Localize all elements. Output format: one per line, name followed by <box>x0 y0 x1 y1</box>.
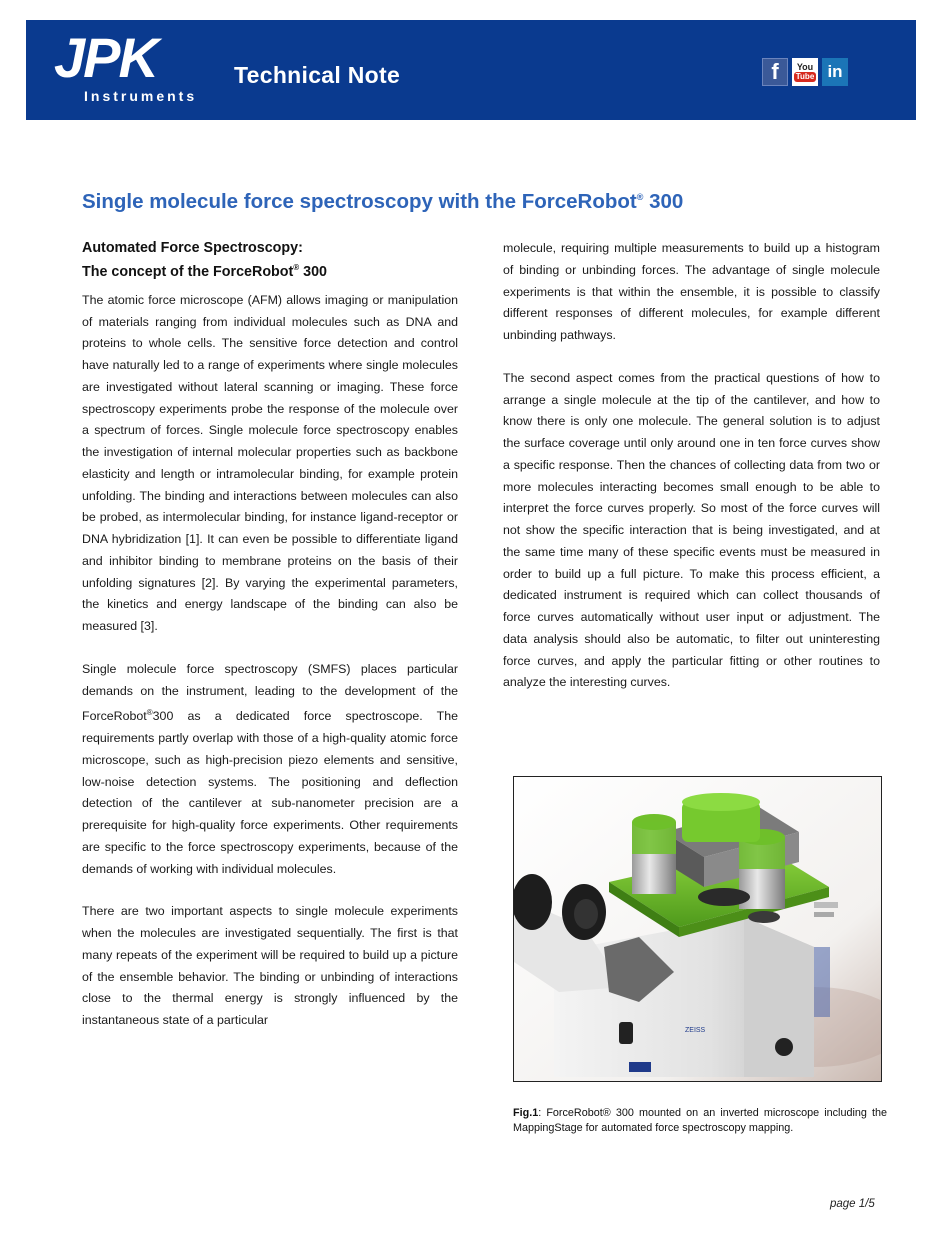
facebook-icon[interactable] <box>762 58 788 86</box>
facebook-label: f <box>771 59 779 84</box>
left-paragraph-1: The atomic force microscope (AFM) allows imaging or manipulation of materials ranging from individual molecules such as DNA and proteins to whole cells. The sensitive force detection and control have naturally led to a range of experiments where single molecules are investigated without lateral scanning or imaging. These force spectroscopy experiments probe the response of the molecule over a spectrum of forces. Single molecule force spectroscopy enables the investigation of internal molecular properties such as backbone elasticity and length or intramolecular binding, for example protein unfolding. The binding and interactions between molecules can also be probed, as intermolecular binding, for instance ligand-receptor or DNA hybridization [1]. It can even be possible to differentiate ligand and inhibitor binding to membrane proteins on the basis of their unfolding signatures [2]. By varying the experimental parameters, the kinetics and energy landscape of the binding can also be measured [3]. <box>82 292 458 634</box>
left-paragraph-2-a: Single molecule force spectroscopy (SMFS) places particular demands on the instrument, leading to the development of the ForceRobot <box>82 661 458 724</box>
logo-subtext: Instruments <box>84 88 198 104</box>
figure-caption-label: Fig.1 <box>513 1107 539 1119</box>
header-band <box>26 20 916 120</box>
document-title-reg: ® <box>636 192 644 203</box>
linkedin-label: in <box>827 62 843 81</box>
document-title-suffix: 300 <box>643 190 684 213</box>
page-number: page 1/5 <box>830 1198 875 1210</box>
document-title-text: Single molecule force spectroscopy with the ForceRobot <box>82 190 637 213</box>
logo-wordmark: JPK <box>54 26 157 89</box>
left-paragraph-2 <box>82 659 458 881</box>
figure-caption-text: : ForceRobot® 300 mounted on an inverted microscope including the MappingStage for automated force spectroscopy mapping. <box>513 1107 887 1134</box>
social-links <box>762 58 848 86</box>
document-title <box>82 190 683 214</box>
youtube-icon[interactable] <box>792 58 818 86</box>
right-paragraph-1: molecule, requiring multiple measurements to build up a histogram of binding or unbinding forces. The advantage of single molecule experiments is that within the ensemble, it is possible to classify different responses of different molecules, for example different unbinding pathways. <box>503 241 880 342</box>
linkedin-icon[interactable] <box>822 58 848 86</box>
heading-line-1: Automated Force Spectroscopy: <box>82 240 303 256</box>
figure-caption <box>513 1106 887 1136</box>
left-paragraph-2-reg: ® <box>146 708 153 718</box>
figure-forcerobot-photo <box>513 776 882 1082</box>
header-title: Technical Note <box>234 62 401 88</box>
right-paragraph-2: The second aspect comes from the practical questions of how to arrange a single molecule at the tip of the cantilever, and how to know there is only one molecule. The general solution is to adjust the surface coverage until only around one in ten force curves show a specific response. Then the chances of collecting data from two or more molecules interacting becomes small enough to be able to interpret the force curves properly. So most of the force curves will not show the specific interaction that is being investigated, and at the same time many of these specific events must be measured in order to build up a full picture. To make this process efficient, a dedicated instrument is required which can collect thousands of force curves automatically without user input or adjustment. The data analysis should also be automatic, to filter out uninteresting force curves, and apply the particular fitting or other routines to analyze the interesting curves. <box>503 370 880 690</box>
heading-line-2-prefix: The concept of the ForceRobot <box>82 263 294 280</box>
youtube-label-bottom: Tube <box>795 72 815 81</box>
right-column <box>503 238 880 694</box>
left-paragraph-2-b: 300 as a dedicated force spectroscope. The requirements partly overlap with those of a high-quality atomic force microscope, such as high-precision piezo elements and sensitive, low-noise detection systems. The positioning and deflection detection of the cantilever at sub-nanometer precision are a prerequisite for high-quality force experiments. Other requirements are specific to the force spectroscopy experiments, because of the demands of working with individual molecules. <box>82 709 458 876</box>
heading-line-2-suffix: 300 <box>299 263 328 280</box>
left-paragraph-3: There are two important aspects to single molecule experiments when the molecules are investigated sequentially. The first is that many repeats of the experiment will be required to build up a picture of the ensemble behavior. The binding or unbinding of interactions close to the thermal energy is strongly influenced by the instantaneous state of a particular <box>82 904 458 1028</box>
youtube-label-top: You <box>796 62 814 72</box>
heading-line-2-reg: ® <box>293 263 300 272</box>
left-column <box>82 238 458 1032</box>
section-heading <box>82 238 458 282</box>
zeiss-logo: ZEISS <box>685 1027 706 1034</box>
microscope-illustration <box>514 777 881 1081</box>
jpk-logo[interactable] <box>54 26 224 108</box>
